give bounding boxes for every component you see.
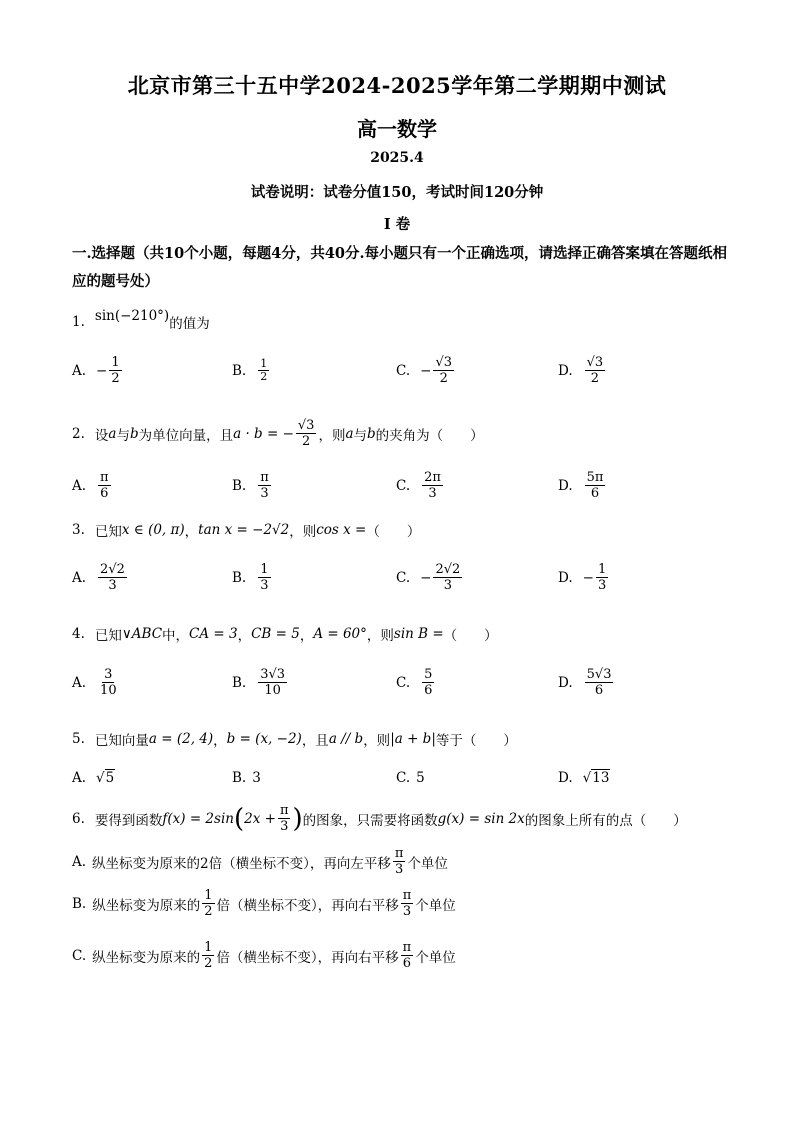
option-d: D. $\frac{5\pi}{6}$ [558,470,604,501]
question-4: 4. 已知 ∨ABC 中， CA = 3 ， CB = 5 ， A = 60° ，则 sin B = （ ） [72,626,498,644]
option-a: A. √5 [72,770,115,786]
option-b: B. $\frac{\pi}{3}$ [232,470,269,501]
square-root: √5 [96,770,115,786]
section-heading: 一.选择题（共10个小题，每题4分，共40分.每小题只有一个正确选项，请选择正确答案填在答题纸相应的题号处） [72,245,728,290]
question-3: 3. 已知 x ∈ (0, π) ， tan x = −2√2 ，则 cos x = （ ） [72,522,421,540]
exam-volume: I 卷 [383,216,411,233]
fraction: $\frac{1}{2}$ [260,357,268,383]
fraction: $\frac{\pi}{3}$ [402,888,412,919]
option-d: D. $\frac{5√3}{6}$ [558,667,612,698]
option-a: A. $\frac{3}{10}$ [72,667,117,698]
exam-subject: 高一数学 [357,117,437,141]
option-c: C. 5 [396,770,425,786]
option-b: B. $\frac{1}{2}$ [232,357,268,383]
fraction: $\frac{\pi}{3}$ [260,470,269,501]
option-c: C. − $\frac{2√2}{3}$ [396,562,461,593]
option-d: D. √13 [558,770,610,786]
option-c: C. $\frac{5}{6}$ [396,667,433,698]
question-5: 5. 已知向量 a = (2, 4) ， b = (x, −2) ，且 a // b ，则 |a + b| 等于（ ） [72,731,517,749]
option-b: B. $\frac{1}{3}$ [232,562,269,593]
math-expression: sin(−210°) [94,308,170,324]
option-a: A. − $\frac{1}{2}$ [72,355,120,386]
fraction: $\frac{1}{2}$ [204,888,213,919]
question-number: 2. [72,425,85,442]
option-b: B. 纵坐标变为原来的 $\frac{1}{2}$ 倍（横坐标不变），再向右平移 $\frac{\pi}{3}$ 个单位 [72,888,456,919]
square-root: √13 [582,770,610,786]
fraction: $\frac{√3}{2}$ [297,418,315,449]
fraction: $\frac{√3}{2}$ [586,355,604,386]
fraction: $\frac{\pi}{3}$ [279,803,289,834]
question-text: 的值为 [169,316,210,332]
option-d: D. − $\frac{1}{3}$ [558,562,607,593]
question-number: 3. [72,522,85,538]
option-a: A. 纵坐标变为原来的2倍（横坐标不变），再向左平移 $\frac{\pi}{3}$ 个单位 [72,846,448,877]
question-number: 6. [72,810,85,827]
option-a: A. $\frac{\pi}{6}$ [72,470,109,501]
option-d: D. $\frac{√3}{2}$ [558,355,604,386]
fraction: $\frac{5\pi}{6}$ [586,470,604,501]
question-1 [72,308,210,332]
exam-date: 2025.4 [370,150,424,166]
fraction: $\frac{5√3}{6}$ [586,667,612,698]
fraction: $\frac{\pi}{6}$ [402,940,412,971]
option-c: C. − $\frac{√3}{2}$ [396,355,453,386]
fraction: $\frac{5}{6}$ [424,667,433,698]
fraction: $\frac{√3}{2}$ [435,355,453,386]
fraction: $\frac{1}{2}$ [111,355,120,386]
exam-note: 试卷说明：试卷分值150，考试时间120分钟 [250,184,544,201]
fraction: $\frac{1}{2}$ [204,940,213,971]
option-b: B. 3 [232,770,261,786]
fraction: $\frac{2√2}{3}$ [100,562,125,593]
exam-title: 北京市第三十五中学2024-2025学年第二学期期中测试 [127,73,667,98]
question-2: 2. 设 a 与 b 为单位向量，且 a · b = − $\frac{√3}{2}$ ，则 a 与 b 的夹角为（ ） [72,418,484,449]
fraction: $\frac{3√3}{10}$ [260,667,286,698]
option-c: C. 纵坐标变为原来的 $\frac{1}{2}$ 倍（横坐标不变），再向右平移 $\frac{\pi}{6}$ 个单位 [72,940,456,971]
fraction: $\frac{\pi}{6}$ [100,470,109,501]
fraction: $\frac{\pi}{3}$ [394,846,404,877]
option-c: C. $\frac{2\pi}{3}$ [396,470,441,501]
question-number: 5. [72,731,85,747]
question-number: 4. [72,626,85,642]
fraction: $\frac{3}{10}$ [100,667,117,698]
option-a: A. $\frac{2√2}{3}$ [72,562,125,593]
fraction: $\frac{2√2}{3}$ [435,562,461,593]
question-number: 1. [72,314,85,330]
fraction: $\frac{1}{3}$ [597,562,607,593]
option-b: B. $\frac{3√3}{10}$ [232,667,286,698]
question-6: 6. 要得到函数 f(x) = 2sin ( 2x + $\frac{\pi}{3}$ ) 的图象，只需要将函数 g(x) = sin 2x 的图象上所有的点（ ） [72,803,687,834]
fraction: $\frac{1}{3}$ [260,562,269,593]
fraction: $\frac{2\pi}{3}$ [424,470,441,501]
